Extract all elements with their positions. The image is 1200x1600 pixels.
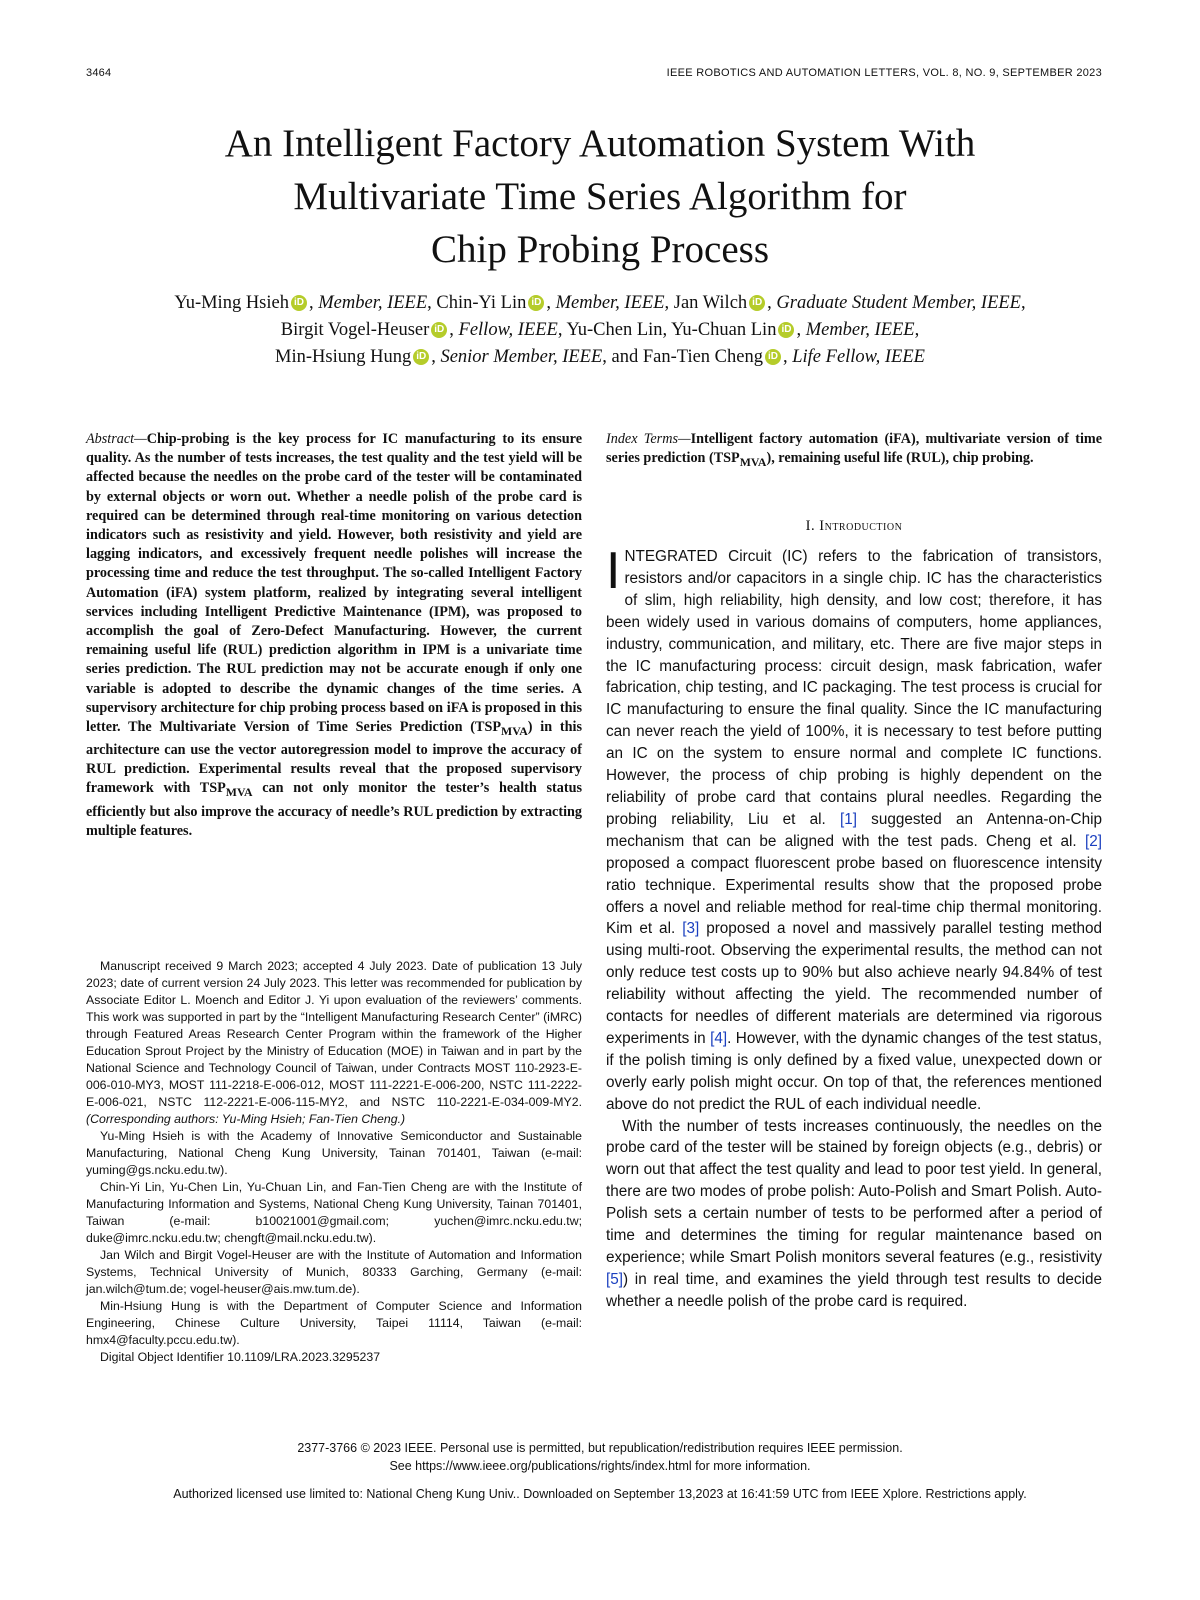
paragraph-text: With the number of tests increases continuously, the needles on the probe card of the tester will be stained by foreign objects (e.g., debris) or worn out that affect the test quality and lead to poor test yield. In general, there are two modes of probe polish: Auto-Polish and Smart Polish. Auto-Polish sets a certain number of tests to be performed after a period of time and determines the timing for regular maintenance based on experience; while Smart Polish monitors several features (e.g., resistivity	[606, 1117, 1102, 1266]
citation-link[interactable]: [1]	[839, 810, 857, 828]
copyright-line-2: See https://www.ieee.org/publications/rights/index.html for more information.	[389, 1459, 811, 1473]
author-list	[60, 290, 1140, 371]
abstract-label: Abstract	[86, 431, 135, 447]
orcid-icon[interactable]: iD	[765, 349, 781, 365]
author-name: Yu-Chen Lin	[566, 320, 663, 340]
orcid-icon[interactable]: iD	[749, 295, 765, 311]
index-terms-text: ), remaining useful life (RUL), chip probing.	[766, 450, 1034, 467]
orcid-icon[interactable]: iD	[413, 349, 429, 365]
license-footer: Authorized licensed use limited to: National Cheng Kung Univ.. Downloaded on September 13,2023 at 16:41:59 UTC from IEEE Xplore. Restrictions apply.	[173, 1487, 1027, 1501]
author-affiliation: Member, IEEE	[805, 320, 915, 340]
corresponding-authors: (Corresponding authors: Yu-Ming Hsieh; Fan-Tien Cheng.)	[86, 1112, 406, 1126]
paragraph	[606, 1116, 1102, 1313]
paragraph	[606, 542, 1102, 1116]
citation-link[interactable]: [5]	[606, 1270, 624, 1288]
paragraph-text: ) in real time, and examines the yield through test results to decide whether a needle polish of the probe card is required.	[606, 1270, 1102, 1310]
paragraph-text: proposed a compact fluorescent probe based on fluorescence intensity ratio technique. Experimental results show that the proposed probe offers a novel and reliable method for real-time chip thermal monitoring. Kim et al.	[606, 854, 1102, 938]
abstract-text: can not only monitor the tester’s health status efficiently but also improve the accuracy of needle’s RUL prediction by extracting multiple features.	[86, 780, 582, 839]
abstract-subscript: MVA	[501, 723, 528, 738]
index-terms-text: Intelligent factory automation (iFA), multivariate version of time series prediction (TSP	[606, 431, 1103, 467]
author-affiliation: Fellow, IEEE	[458, 320, 558, 340]
author-affiliation: Life Fellow, IEEE	[792, 347, 925, 367]
section-heading	[606, 518, 1102, 535]
index-terms-subscript: MVA	[739, 455, 767, 470]
paragraph-text: proposed a novel and massively parallel testing method using multi-root. Observing the experimental results, the method can not only reduce test costs up to 90% but also achieve nearly 94.84% of test reliability without affecting the yield. The recommended number of contacts for needles of different materials are determined via rigorous experiments in	[606, 920, 1102, 1047]
author-name: Min-Hsiung Hung	[275, 347, 412, 367]
author-affiliation: Member, IEEE	[318, 293, 428, 313]
doi: Digital Object Identifier 10.1109/LRA.2023.3295237	[100, 1350, 381, 1364]
author-affiliation: Member, IEEE	[555, 293, 665, 313]
citation-link[interactable]: [3]	[682, 920, 700, 938]
title-line-3: Chip Probing Process	[430, 228, 769, 271]
citation-link[interactable]: [2]	[1084, 832, 1102, 850]
author-affiliation: Senior Member, IEEE	[440, 347, 603, 367]
em-dash: —	[134, 431, 147, 447]
author-line-1: Yu-Ming Hsieh iD , Member, IEEE, Chin-Yi Lin iD , Member, IEEE, Jan Wilch iD , Graduate Student Member, IEEE,	[174, 293, 1026, 313]
section-title: Introduction	[819, 518, 903, 534]
paragraph-text: NTEGRATED Circuit (IC) refers to the fabrication of transistors, resistors and/or capacitors in a single chip. IC has the characteristics of slim, high reliability, high density, and low cost; therefore, it has been widely used in various domains of computers, home appliances, industry, communication, and military, etc. There are five major steps in the IC manufacturing process: circuit design, mask fabrication, wafer fabrication, chip testing, and IC packaging. The test process is crucial for IC manufacturing to ensure the final quality. Since the IC manufacturing can never reach the yield of 100%, it is necessary to test before putting an IC on the system to ensure normal and complete IC functions. However, the process of chip probing is highly dependent on the reliability of probe card that contains plural needles. Regarding the probing reliability, Liu et al.	[606, 548, 1102, 828]
author-name: Yu-Ming Hsieh	[174, 293, 289, 313]
footnote-affiliation: Yu-Ming Hsieh is with the Academy of Innovative Semiconductor and Sustainable Manufacturing, National Cheng Kung University, Tainan 701401, Taiwan (e-mail: yuming@gs.ncku.edu.tw).	[86, 1129, 582, 1177]
author-line-3: Min-Hsiung Hung iD , Senior Member, IEEE, and Fan-Tien Cheng iD , Life Fellow, IEEE	[275, 347, 925, 367]
orcid-icon[interactable]: iD	[528, 295, 544, 311]
index-terms-label: Index Terms	[606, 431, 678, 447]
paragraph-text: suggested an Antenna-on-Chip mechanism that can be aligned with the test pads. Cheng et al.	[606, 810, 1102, 850]
journal-header: IEEE ROBOTICS AND AUTOMATION LETTERS, VOL. 8, NO. 9, SEPTEMBER 2023	[666, 67, 1102, 79]
author-line-2: Birgit Vogel-Heuser iD , Fellow, IEEE, Yu-Chen Lin, Yu-Chuan Lin iD , Member, IEEE,	[280, 320, 920, 340]
footnotes	[86, 958, 582, 1366]
footnote-text: Manuscript received 9 March 2023; accepted 4 July 2023. Date of publication 13 July 2023; date of current version 24 July 2023. This letter was recommended for publication by Associate Editor L. Moench and Editor J. Yi upon evaluation of the reviewers’ comments. This work was supported in part by the “Intelligent Manufacturing Research Center” (iMRC) through Featured Areas Research Center Program within the framework of the Higher Education Sprout Project by the Ministry of Education (MOE) in Taiwan and in part by the National Science and Technology Council of Taiwan, under Contracts MOST 110-2923-E-006-010-MY3, MOST 111-2218-E-006-012, MOST 111-2221-E-006-200, NSTC 111-2222-E-006-021, NSTC 112-2221-E-006-115-MY2, and NSTC 110-2221-E-034-009-MY2.	[86, 959, 582, 1109]
abstract-text: ) in this architecture can use the vector autoregression model to improve the accuracy of RUL prediction. Experimental results reveal that the proposed supervisory framework with TSP	[86, 719, 582, 797]
page-number: 3464	[86, 67, 112, 79]
orcid-icon[interactable]: iD	[431, 322, 447, 338]
drop-cap: I	[606, 542, 621, 600]
footnote-affiliation: Jan Wilch and Birgit Vogel-Heuser are with the Institute of Automation and Information Systems, Technical University of Munich, 80333 Garching, Germany (e-mail: jan.wilch@tum.de; vogel-heuser@ais.mw.tum.de).	[86, 1248, 582, 1296]
introduction-body	[606, 542, 1102, 1313]
abstract-text: Chip-probing is the key process for IC manufacturing to its ensure quality. As the number of tests increases, the test quality and the test yield will be affected because the needles on the probe card of the tester will be contaminated by external objects or worn out. Whether a needle polish of the probe card is required can be determined through real-time monitoring on various detection indicators such as resistivity and yield. However, both resistivity and yield are lagging indicators, and excessively frequent needle polishes will increase the processing time and reduce the test throughput. The so-called Intelligent Factory Automation (iFA) system platform, realized by integrating several intelligent services including Intelligent Predictive Maintenance (IPM), was proposed to accomplish the goal of Zero-Defect Manufacturing. However, the current remaining useful life (RUL) prediction algorithm in IPM is a univariate time series prediction. The RUL prediction may not be accurate enough if only one variable is adopted to describe the dynamic changes of the time series. A supervisory architecture for chip probing process based on iFA is proposed in this letter. The Multivariate Version of Time Series Prediction (TSP	[86, 431, 582, 736]
index-terms	[606, 430, 1102, 472]
and-conjunction: and	[611, 347, 639, 367]
footnote-affiliation: Chin-Yi Lin, Yu-Chen Lin, Yu-Chuan Lin, and Fan-Tien Cheng are with the Institute of Manufacturing Information and Systems, National Cheng Kung University, Tainan 701401, Taiwan (e-mail: b10021001@gmail.com; yuchen@imrc.ncku.edu.tw; duke@imrc.ncku.edu.tw; chengft@mail.ncku.edu.tw).	[86, 1180, 582, 1245]
author-name: Birgit Vogel-Heuser	[280, 320, 430, 340]
author-name: Fan-Tien Cheng	[642, 347, 763, 367]
em-dash: —	[677, 431, 691, 447]
abstract-subscript: MVA	[225, 785, 253, 800]
author-affiliation: Graduate Student Member, IEEE	[776, 293, 1021, 313]
footnote-manuscript	[86, 958, 582, 1128]
footnote-affiliation: Min-Hsiung Hung is with the Department of Computer Science and Information Engineering, Chinese Culture University, Taipei 11114, Taiwan (e-mail: hmx4@faculty.pccu.edu.tw).	[86, 1299, 582, 1347]
orcid-icon[interactable]: iD	[291, 295, 307, 311]
copyright-line-1: 2377-3766 © 2023 IEEE. Personal use is permitted, but republication/redistribution requires IEEE permission.	[297, 1441, 903, 1455]
paragraph-text: . However, with the dynamic changes of the test status, if the polish timing is only defined by a fixed value, unexpected down or overly early polish might occur. On top of that, the references mentioned above do not predict the RUL of each individual needle.	[606, 1029, 1102, 1113]
citation-link[interactable]: [4]	[710, 1029, 728, 1047]
abstract	[86, 430, 582, 841]
author-name: Yu-Chuan Lin	[671, 320, 777, 340]
author-name: Chin-Yi Lin	[436, 293, 527, 313]
author-name: Jan Wilch	[673, 293, 748, 313]
title-line-2: Multivariate Time Series Algorithm for	[293, 175, 907, 218]
paper-title	[60, 117, 1140, 276]
title-line-1: An Intelligent Factory Automation System With	[224, 122, 976, 165]
copyright-notice	[60, 1439, 1140, 1475]
orcid-icon[interactable]: iD	[778, 322, 794, 338]
section-number: I.	[805, 518, 816, 534]
